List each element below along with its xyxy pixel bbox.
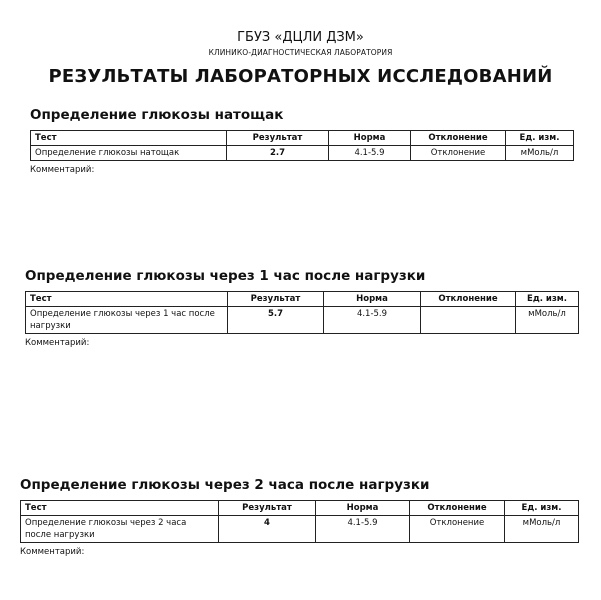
table-row bbox=[26, 307, 579, 334]
column-header-unit: Ед. изм. bbox=[516, 292, 579, 307]
cell-norm-range: 4.1-5.9 bbox=[316, 516, 410, 543]
results-table bbox=[20, 500, 579, 543]
table-header-row bbox=[21, 501, 579, 516]
column-header-result: Результат bbox=[228, 292, 324, 307]
results-table bbox=[30, 130, 574, 161]
cell-unit: мМоль/л bbox=[516, 307, 579, 334]
section-title: Определение глюкозы через 1 час после нагрузки bbox=[25, 268, 426, 284]
table-header-row bbox=[31, 131, 574, 146]
organization-name: ГБУЗ «ДЦЛИ ДЗМ» bbox=[237, 30, 364, 45]
section-glucose-2h bbox=[20, 477, 579, 557]
cell-test-name: Определение глюкозы через 2 часа после нагрузки bbox=[21, 516, 219, 543]
cell-result-value: 2.7 bbox=[227, 146, 329, 161]
column-header-norm: Норма bbox=[324, 292, 421, 307]
column-header-norm: Норма bbox=[316, 501, 410, 516]
section-title: Определение глюкозы натощак bbox=[30, 107, 284, 123]
comment-label: Комментарий: bbox=[30, 165, 95, 175]
cell-test-name: Определение глюкозы натощак bbox=[31, 146, 227, 161]
column-header-unit: Ед. изм. bbox=[505, 501, 579, 516]
cell-norm-range: 4.1-5.9 bbox=[324, 307, 421, 334]
column-header-deviation: Отклонение bbox=[421, 292, 516, 307]
section-fasting-glucose bbox=[30, 107, 574, 175]
results-table bbox=[25, 291, 579, 334]
section-glucose-1h bbox=[25, 268, 579, 348]
cell-unit: мМоль/л bbox=[505, 516, 579, 543]
section-title: Определение глюкозы через 2 часа после нагрузки bbox=[20, 477, 430, 493]
column-header-result: Результат bbox=[227, 131, 329, 146]
column-header-test: Тест bbox=[26, 292, 228, 307]
cell-unit: мМоль/л bbox=[506, 146, 574, 161]
laboratory-subtitle: КЛИНИКО-ДИАГНОСТИЧЕСКАЯ ЛАБОРАТОРИЯ bbox=[208, 48, 393, 57]
table-row bbox=[31, 146, 574, 161]
cell-result-value: 4 bbox=[219, 516, 316, 543]
column-header-deviation: Отклонение bbox=[410, 501, 505, 516]
column-header-deviation: Отклонение bbox=[411, 131, 506, 146]
cell-result-value: 5.7 bbox=[228, 307, 324, 334]
table-header-row bbox=[26, 292, 579, 307]
table-row bbox=[21, 516, 579, 543]
cell-deviation bbox=[421, 307, 516, 334]
column-header-test: Тест bbox=[21, 501, 219, 516]
page-title: РЕЗУЛЬТАТЫ ЛАБОРАТОРНЫХ ИССЛЕДОВАНИЙ bbox=[48, 66, 553, 87]
column-header-unit: Ед. изм. bbox=[506, 131, 574, 146]
column-header-norm: Норма bbox=[329, 131, 411, 146]
cell-norm-range: 4.1-5.9 bbox=[329, 146, 411, 161]
cell-test-name: Определение глюкозы через 1 час после нагрузки bbox=[26, 307, 228, 334]
cell-deviation: Отклонение bbox=[411, 146, 506, 161]
comment-label: Комментарий: bbox=[25, 338, 90, 348]
cell-deviation: Отклонение bbox=[410, 516, 505, 543]
comment-label: Комментарий: bbox=[20, 547, 85, 557]
column-header-result: Результат bbox=[219, 501, 316, 516]
column-header-test: Тест bbox=[31, 131, 227, 146]
